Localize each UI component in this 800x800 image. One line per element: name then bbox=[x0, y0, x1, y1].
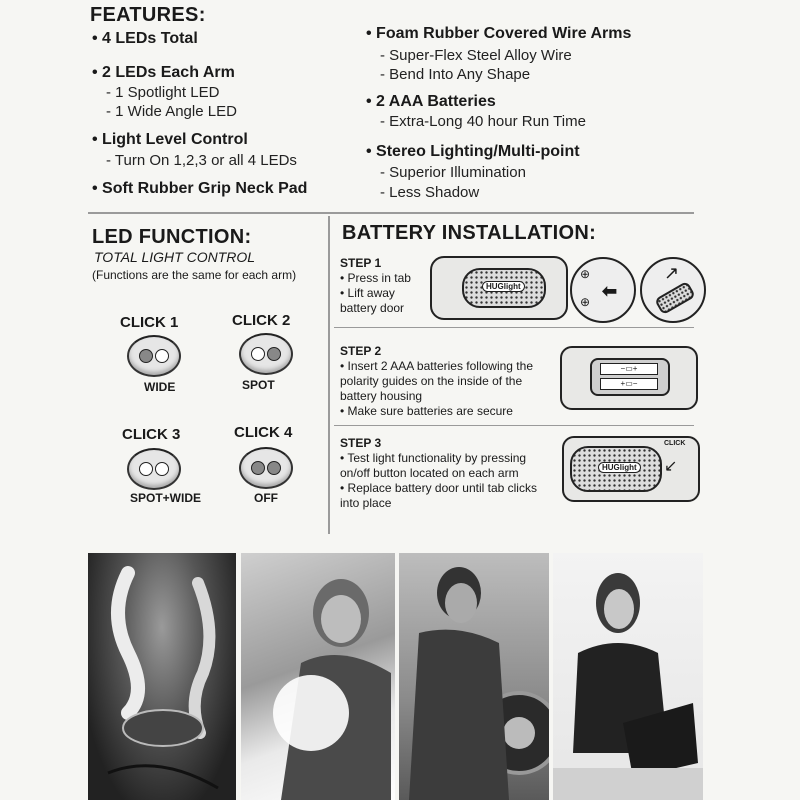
click-1-label: CLICK 1 bbox=[120, 314, 179, 331]
photo-woman-laptop bbox=[553, 553, 703, 800]
tab-detail-circle bbox=[570, 257, 636, 323]
step-3-text: • Test light functionality by pressing on/off button located on each arm • Replace battery door until tab clicks into place bbox=[340, 451, 537, 510]
man-tire-image bbox=[399, 553, 549, 800]
divider-step-2 bbox=[334, 425, 694, 426]
brand-logo-2: HUGlight bbox=[598, 462, 641, 473]
step-3-heading: STEP 3 bbox=[340, 436, 382, 450]
woman-laptop-image bbox=[553, 553, 703, 800]
led-wide-indicator bbox=[155, 462, 169, 476]
aaa-battery-2: +▭− bbox=[600, 378, 658, 390]
brand-logo: HUGlight bbox=[482, 281, 525, 292]
arrow-up-icon: ↗ bbox=[664, 263, 680, 283]
battery-housing-illustration bbox=[560, 346, 698, 410]
neck-light-image bbox=[88, 553, 236, 800]
click-4-label: CLICK 4 bbox=[234, 424, 293, 441]
led-function-title: LED FUNCTION: bbox=[92, 226, 252, 248]
click-2-label: CLICK 2 bbox=[232, 312, 291, 329]
led-function-subtitle: TOTAL LIGHT CONTROL bbox=[94, 249, 256, 265]
battery-door-illustration bbox=[430, 256, 568, 320]
led-spot-indicator bbox=[251, 347, 265, 361]
battery-door-closed bbox=[570, 446, 662, 492]
photo-woman-reading bbox=[241, 553, 395, 800]
feature-right-1-sub-0: - Extra-Long 40 hour Run Time bbox=[380, 113, 586, 130]
photo-device-on-table bbox=[88, 553, 236, 800]
led-spot-indicator bbox=[139, 349, 153, 363]
press-arrow-icon: ↙ bbox=[664, 458, 678, 475]
led-wide-indicator bbox=[155, 349, 169, 363]
battery-door-lifted bbox=[654, 281, 696, 316]
click-4-led-pod bbox=[239, 447, 293, 489]
divider-step-1 bbox=[334, 327, 694, 328]
led-spot-indicator bbox=[251, 461, 265, 475]
led-spot-indicator bbox=[139, 462, 153, 476]
step-2-heading: STEP 2 bbox=[340, 344, 382, 358]
battery-title: BATTERY INSTALLATION: bbox=[342, 222, 597, 244]
step-2-text: • Insert 2 AAA batteries following the polarity guides on the inside of the battery housing • Make sure batteries are secure bbox=[340, 359, 533, 418]
feature-right-2-sub-0: - Superior Illumination bbox=[380, 164, 526, 181]
led-wide-indicator bbox=[267, 461, 281, 475]
feature-right-2: • Stereo Lighting/Multi-point bbox=[366, 143, 580, 161]
feature-left-1-sub-0: - 1 Spotlight LED bbox=[106, 84, 219, 101]
led-function-note: (Functions are the same for each arm) bbox=[92, 268, 297, 282]
aaa-battery-1: −▭+ bbox=[600, 363, 658, 375]
battery-door bbox=[462, 268, 546, 308]
lift-detail-circle bbox=[640, 257, 706, 323]
arrow-left-icon: ⬅ bbox=[602, 281, 618, 301]
click-3-caption: SPOT+WIDE bbox=[130, 491, 202, 505]
woman-reading-image bbox=[241, 553, 395, 800]
feature-left-0: • 4 LEDs Total bbox=[92, 30, 198, 48]
screw-icon: ⊕ bbox=[580, 267, 591, 281]
click-1-caption: WIDE bbox=[144, 380, 176, 394]
click-3-led-pod bbox=[127, 448, 181, 490]
click-1-led-pod bbox=[127, 335, 181, 377]
battery-close-illustration bbox=[562, 436, 700, 502]
click-tag: CLICK bbox=[664, 440, 686, 447]
feature-right-1: • 2 AAA Batteries bbox=[366, 93, 496, 111]
feature-left-2: • Light Level Control bbox=[92, 131, 248, 149]
divider-vertical bbox=[328, 216, 330, 534]
click-3-label: CLICK 3 bbox=[122, 426, 181, 443]
feature-right-0-sub-0: - Super-Flex Steel Alloy Wire bbox=[380, 47, 572, 64]
divider-top bbox=[88, 212, 694, 214]
step-1-heading: STEP 1 bbox=[340, 256, 382, 270]
feature-right-0-sub-1: - Bend Into Any Shape bbox=[380, 66, 530, 83]
led-wide-indicator bbox=[267, 347, 281, 361]
click-2-led-pod bbox=[239, 333, 293, 375]
screw-icon-2: ⊕ bbox=[580, 295, 591, 309]
feature-left-3: • Soft Rubber Grip Neck Pad bbox=[92, 180, 307, 198]
feature-right-2-sub-1: - Less Shadow bbox=[380, 184, 479, 201]
step-1-text: • Press in tab • Lift away battery door bbox=[340, 271, 411, 315]
click-4-caption: OFF bbox=[254, 491, 278, 505]
feature-left-2-sub-0: - Turn On 1,2,3 or all 4 LEDs bbox=[106, 152, 297, 169]
feature-right-0: • Foam Rubber Covered Wire Arms bbox=[366, 25, 631, 43]
battery-compartment bbox=[590, 358, 670, 396]
photo-man-tire bbox=[399, 553, 549, 800]
feature-left-1-sub-1: - 1 Wide Angle LED bbox=[106, 103, 237, 120]
feature-left-1: • 2 LEDs Each Arm bbox=[92, 64, 235, 82]
features-title: FEATURES: bbox=[90, 4, 206, 26]
click-2-caption: SPOT bbox=[242, 378, 275, 392]
